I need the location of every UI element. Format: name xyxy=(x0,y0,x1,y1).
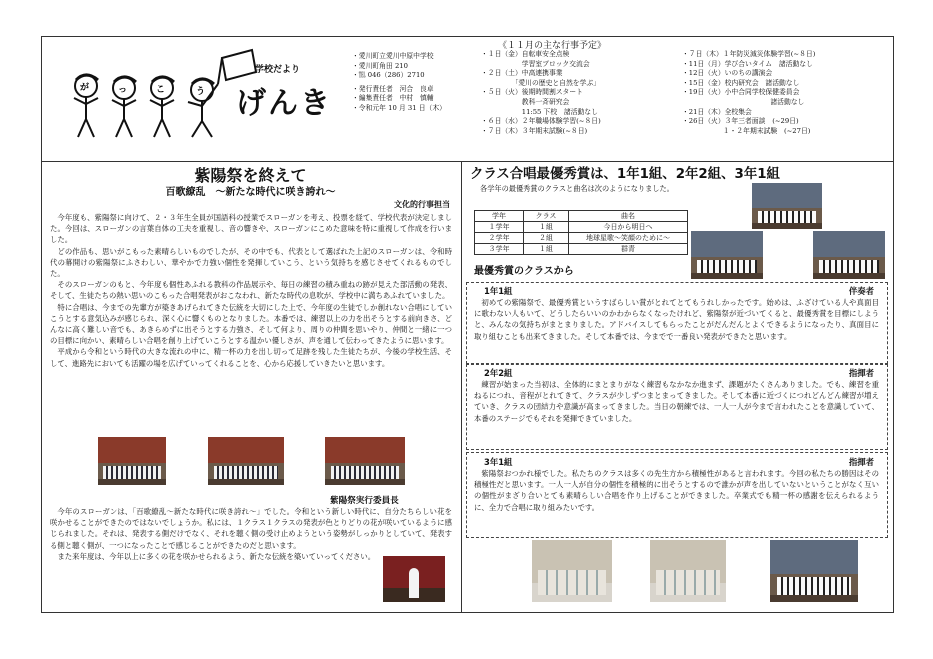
festival-photo xyxy=(98,437,166,485)
event-item: 諸活動なし xyxy=(682,97,805,106)
exhibit-photo xyxy=(650,540,726,602)
class-role: 指揮者 xyxy=(848,368,874,378)
svg-text:っ: っ xyxy=(118,85,128,95)
events-title: 《１１月の主な行事予定》 xyxy=(498,41,607,51)
class-name: 3年1組 xyxy=(484,457,513,467)
table-cell: 群青 xyxy=(569,244,688,255)
event-item: １・２年期末試験 (~27日) xyxy=(682,126,811,135)
class-role: 伴奏者 xyxy=(848,286,874,296)
class-role: 指揮者 xyxy=(848,457,874,467)
event-item: ・５日（火）後期時間割スタート xyxy=(481,88,583,97)
class-message-text xyxy=(474,468,879,513)
school-info xyxy=(352,52,477,114)
table-header-row xyxy=(475,211,688,222)
class-choir-photo xyxy=(770,540,858,602)
table-cell: 今日から明日へ xyxy=(569,222,688,233)
festival-photo xyxy=(325,437,405,485)
table-header: 学年 xyxy=(475,211,524,222)
speaker-photo xyxy=(383,556,445,602)
logo-title: げんき xyxy=(236,86,332,121)
committee-message xyxy=(50,506,452,562)
event-item: 学習室ブロック交流会 xyxy=(481,59,590,68)
paragraph: また来年度は、今年以上に多くの花を咲かせられるよう、新たな伝統を築いていってください。 xyxy=(57,551,376,561)
table-cell: 地球星歌～笑顔のために～ xyxy=(569,233,688,244)
class-choir-photo xyxy=(813,231,885,279)
event-item: ・21日（木）全校集会 xyxy=(682,107,752,116)
event-item: ・15日（金）校内研究会 諸活動なし xyxy=(682,78,800,87)
paragraph: 初めての紫陽祭で、最優秀賞というすばらしい賞がとれてとてもうれしかったです。始めは、ふざけている人や真面目に歌わない人もいて、どうしたらいいのかわからなくなったけれど、紫陽祭が近づいてくると、最優秀賞を目標にしようと、みんなの気持ちがまとまりました。アドバイスしてもらったことがだんだんとよくできるようになったり、真面目に取り組むことも出来てきました。そして本番では、今までで一番良い発表ができたと思います。 xyxy=(474,298,879,341)
info-school-name: ・愛川町立愛川中原中学校 xyxy=(352,52,434,60)
festival-photo xyxy=(208,437,284,485)
event-item: ・26日（火）３年三者面談 (~29日) xyxy=(682,117,799,126)
event-item: 「愛川の歴史と自然を学ぶ」 xyxy=(481,78,600,87)
table-cell: ３学年 xyxy=(475,244,524,255)
event-item: ・７日（木）３年期末試験(~８日) xyxy=(481,126,588,135)
table-cell: １組 xyxy=(524,244,569,255)
winners-table xyxy=(474,210,688,255)
paragraph: 今年度も、紫陽祭に向けて、２・３年生全員が国語科の授業でスローガンを考え、投票を経て、学校代表が決定しました。今回は、スローガンの言葉自体の工夫を重視し、音の響きや、スローガンにこめた意味を特に重視して作成を行いました。 xyxy=(50,213,452,245)
left-article-title: 紫陽祭を終えて xyxy=(194,166,307,185)
paragraph: 平成から令和という時代の大きな流れの中に、精一杯の力を出し切って足跡を残した生徒たちが、今後の学校生活、そして、進路先においても活躍の場を広げていってくれることを、心から応援していきたいと思います。 xyxy=(50,347,452,368)
left-article-subtitle: 百歌繚乱 ～新たな時代に咲き誇れ～ xyxy=(165,187,336,198)
events-column-1 xyxy=(481,50,681,136)
event-item: ・11日（月）学び合いタイム 諸活動なし xyxy=(682,59,813,68)
table-cell: ２組 xyxy=(524,233,569,244)
paragraph: そのスローガンのもと、今年度も個性あふれる教科の作品展示や、毎日の練習の積み重ねの跡が見えた部活動の発表、そして、生徒たちの熱い思いのこもった合唱発表がおこなわれ、新たな時代の息吹が、学校中に満ちあふれていました。 xyxy=(50,280,452,301)
logo-small-text: 学校だより xyxy=(255,65,301,75)
info-phone: ・℡ 046（286）2710 xyxy=(352,71,425,80)
paragraph: 練習が始まった当初は、全体的にまとまりがなく練習もなかなか進まず、課題がたくさんありました。でも、練習を重ねるにつれ、音程がとれてきて、クラスが少しずつまとまってきました。そして本番に近づくにつれどんどん練習が増えていき、クラスの団結力や意識が高まってきました。当日の朝練では、一人一人が今まで言われたことを意識していて、本番のステージでもそれを発揮できていました。 xyxy=(474,380,879,423)
paragraph: 特に合唱は、今までの先輩方が築きあげられてきた伝統を大切にした上で、今年度の生徒でしか創れない合唱にしていこうとする意気込みが感じられ、深く心に響くものとなりました。本番では、練習以上の力を出そうとする前向きさ、どんなに高く難しい音でも、あきらめずに出そうとする力強さ、そして何より、周りの仲間を思いやり、仲間と一緒に一つの目標に向かい、素晴らしい合唱を創り上げていこうとする温かい優しさが、声を通して伝わってきたように思います。 xyxy=(50,302,452,346)
class-name: 1年1組 xyxy=(484,286,513,296)
event-item: ・７日（木）１年防災減災体験学習(~８日) xyxy=(682,50,816,58)
class-choir-photo xyxy=(752,183,822,229)
event-item: 11:55 下校 諸活動なし xyxy=(481,107,598,116)
class-choir-photo xyxy=(691,231,763,279)
left-article-body xyxy=(50,212,452,369)
event-item: ・２日（土）中高連携事業 xyxy=(481,69,563,78)
info-publisher: ・発行責任者 河合 良卓 xyxy=(352,84,434,93)
event-item: ・６日（水）２年職場体験学習(~８日) xyxy=(481,117,601,126)
event-item: 教科一斉研究会 xyxy=(481,97,570,106)
table-cell: １組 xyxy=(524,222,569,233)
info-address: ・愛川町角田 210 xyxy=(352,61,408,70)
right-article-intro: 各学年の最優秀賞のクラスと曲名は次のようになりました。 xyxy=(480,184,674,193)
event-item: ・１日（金）自転車安全点検 xyxy=(481,50,570,58)
event-item: ・12日（火）いのちの講演会 xyxy=(682,69,773,78)
exhibit-photo xyxy=(532,540,612,602)
best-classes-heading: 最優秀賞のクラスから xyxy=(474,266,574,277)
table-row xyxy=(475,244,688,255)
event-item: ・19日（火）小中合同学校保健委員会 xyxy=(682,88,800,97)
committee-heading: 紫陽祭実行委員長 xyxy=(330,496,399,506)
table-header: 曲名 xyxy=(569,211,688,222)
svg-text:が: が xyxy=(80,83,90,93)
info-date: ・令和元年 10 月 31 日（木） xyxy=(352,103,446,112)
class-name: 2年2組 xyxy=(484,368,513,378)
paragraph: どの作品も、思いがこもった素晴らしいものでしたが、その中でも、代表として選ばれた上記のスローガンは、令和時代の幕開けの紫陽祭にふさわしい、華やかで力強い個性を発揮していこう、という気持ちを感じさせてくれるものでした。 xyxy=(50,246,452,279)
info-editor: ・編集責任者 中村 慎輔 xyxy=(352,94,434,103)
class-message-text xyxy=(474,379,879,424)
class-message-text xyxy=(474,297,879,342)
table-row xyxy=(475,233,688,244)
right-article-title: クラス合唱最優秀賞は、1年1組、2年2組、3年1組 xyxy=(470,167,780,182)
paragraph: 紫陽祭おつかれ様でした。私たちのクラスは多くの先生方から積極性があると言われます。今回の私たちの勝因はその積極性だと思います。一人一人が自分の個性を積極的に出そうとするので誰かが声を出していないということがなく互いの個性がまざり合いとても素晴らしい合唱を作り上げることができました。卒業式でも精一杯の感謝を伝えられるように、全力で合唱に取り組みたいです。 xyxy=(474,469,879,512)
svg-text:こ: こ xyxy=(156,85,166,95)
paragraph: 今年のスローガンは、「百歌繚乱～新たな時代に咲き誇れ～」でした。令和という新しい時代に、自分たちらしい花を咲かせることができたのではないでしょうか。私には、１クラス１クラスの発表が色とりどりの花が咲いているように感じられました。それは、発表する側だけでなく、それを聴く側の受け止めようという姿勢がしっかりとしていて、発表する側と聴く側が、一つになったことで感じることができたのだと思います。 xyxy=(50,507,452,550)
svg-text:う: う xyxy=(196,87,206,97)
table-cell: １学年 xyxy=(475,222,524,233)
table-header: クラス xyxy=(524,211,569,222)
table-row xyxy=(475,222,688,233)
events-column-2 xyxy=(682,50,887,136)
left-article-byline: 文化的行事担当 xyxy=(394,200,450,209)
table-cell: ２学年 xyxy=(475,233,524,244)
